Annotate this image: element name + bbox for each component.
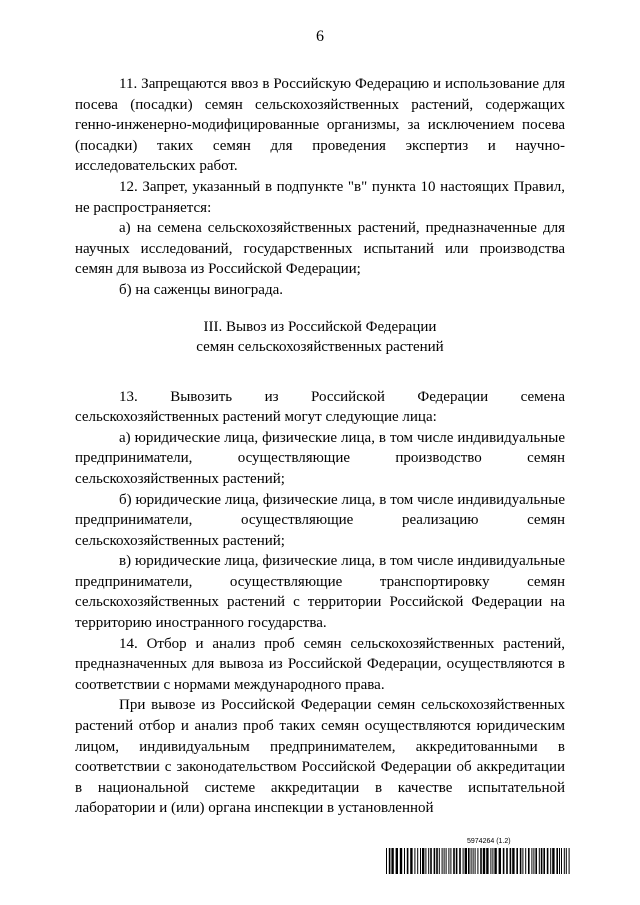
paragraph-11: 11. Запрещаются ввоз в Российскую Федерацию и использование для посева (посадки) семян сельскохозяйственных растений, содержащих генно-инженерно-модифицированные организмы, за исключением посева (посадки) таких семян для проведения экспертиз и научно-исследовательских работ.	[75, 76, 565, 175]
paragraph-13-b: б) юридические лица, физические лица, в том числе индивидуальные предприниматели, осуществляющие реализацию семян сельскохозяйственных растений;	[75, 491, 565, 549]
page-number: 6	[316, 28, 324, 45]
paragraph-13-c: в) юридические лица, физические лица, в том числе индивидуальные предприниматели, осуществляющие транспортировку семян сельскохозяйственных растений с территории Российской Федерации на территорию иностранного государства.	[75, 553, 565, 632]
document-body	[75, 74, 565, 819]
section-heading	[75, 317, 565, 357]
paragraph-14: 14. Отбор и анализ проб семян сельскохозяйственных растений, предназначенных для вывоза из Российской Федерации, осуществляются в соответствии с нормами международного права.	[75, 635, 565, 693]
section-heading-line-2: семян сельскохозяйственных растений	[196, 338, 444, 355]
barcode-stamp	[385, 838, 575, 878]
paragraph-12-b: б) на саженцы винограда.	[119, 281, 284, 298]
paragraph-13-a: а) юридические лица, физические лица, в том числе индивидуальные предприниматели, осуществляющие производство семян сельскохозяйственных растений;	[75, 429, 565, 487]
paragraph-14-continued: При вывозе из Российской Федерации семян сельскохозяйственных растений отбор и анализ проб таких семян осуществляются юридическим лицом, индивидуальным предпринимателем, аккредитованными в соответствии с законодательством Российской Федерации об аккредитации в национальной системе аккредитации в качестве испытательной лаборатории и (или) органа инспекции в установленной	[75, 697, 565, 817]
barcode-caption: 5974264 (1.2)	[467, 838, 511, 845]
paragraph-13: 13. Вывозить из Российской Федерации семена сельскохозяйственных растений могут следующие лица:	[75, 388, 565, 426]
paragraph-12-a: а) на семена сельскохозяйственных растений, предназначенные для научных исследований, государственных испытаний или производства семян для вывоза из Российской Федерации;	[75, 220, 565, 278]
section-heading-line-1: III. Вывоз из Российской Федерации	[203, 318, 437, 335]
paragraph-12: 12. Запрет, указанный в подпункте "в" пункта 10 настоящих Правил, не распространяется:	[75, 178, 565, 216]
barcode-image	[385, 848, 573, 874]
